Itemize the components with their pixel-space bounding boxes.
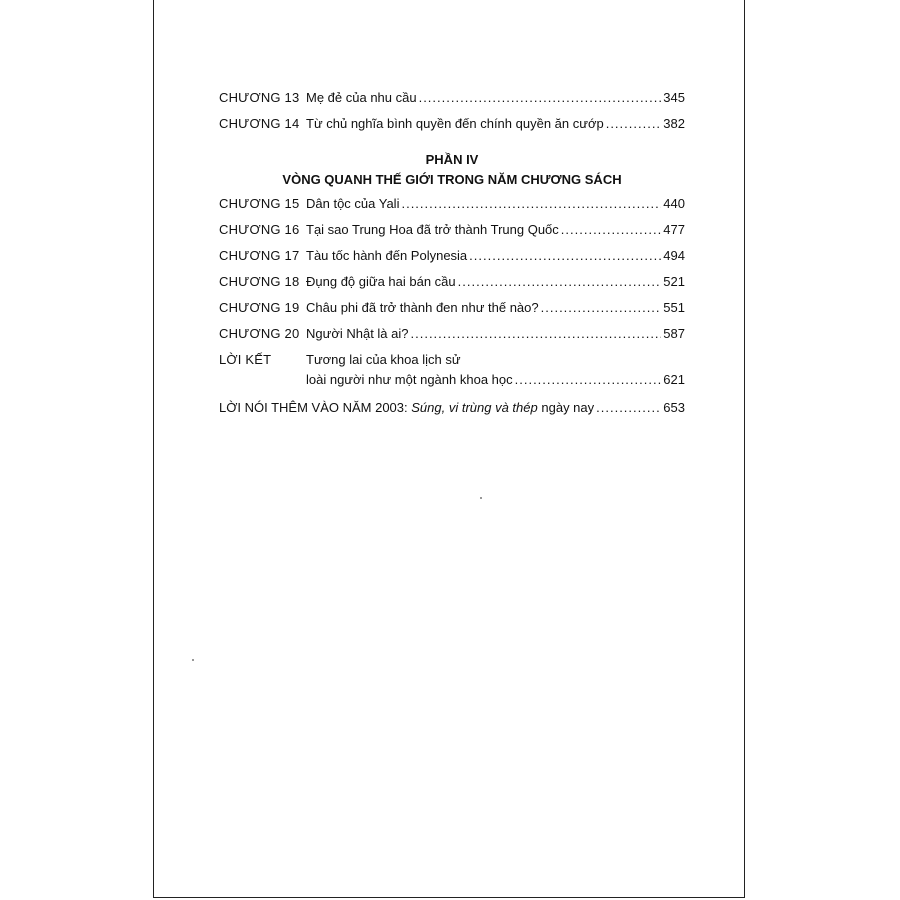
- entry-label: CHƯƠNG 19: [219, 300, 300, 315]
- entry-label: CHƯƠNG 17: [219, 248, 300, 263]
- toc-entry-ch19: [219, 300, 685, 326]
- toc-entry-ch16: [219, 222, 685, 248]
- leader-dots: [561, 222, 662, 237]
- entry-page: 477: [663, 222, 685, 237]
- toc-entry-afterword: [219, 400, 685, 426]
- leader-dots: [411, 326, 662, 341]
- toc-entry-ch14: [219, 116, 685, 142]
- entry-page: 440: [663, 196, 685, 211]
- part-heading-block: [219, 150, 685, 190]
- afterword-suffix: ngày nay: [541, 400, 595, 415]
- entry-title-line1: Tương lai của khoa lịch sử: [306, 352, 461, 367]
- afterword-book-title: Súng, vi trùng và thép: [411, 400, 538, 415]
- leader-dots: [515, 372, 662, 387]
- toc-entry-ch17: [219, 248, 685, 274]
- part-heading: PHẦN IV: [425, 152, 479, 167]
- page-speck: [480, 497, 482, 499]
- entry-title: Người Nhật là ai?: [306, 326, 409, 341]
- afterword-prefix: LỜI NÓI THÊM VÀO NĂM 2003:: [219, 400, 408, 415]
- leader-dots: [401, 196, 661, 211]
- toc-entry-ch18: [219, 274, 685, 300]
- leader-dots: [541, 300, 662, 315]
- entry-title: Đụng độ giữa hai bán cầu: [306, 274, 456, 289]
- entry-page: 345: [663, 90, 685, 105]
- entry-label: CHƯƠNG 14: [219, 116, 300, 131]
- entry-title: Từ chủ nghĩa bình quyền đến chính quyền ăn cướp: [306, 116, 604, 131]
- entry-title: Tại sao Trung Hoa đã trở thành Trung Quốc: [306, 222, 559, 237]
- entry-label: CHƯƠNG 20: [219, 326, 300, 341]
- toc-entry-epilogue: [219, 352, 685, 398]
- part-subtitle: VÒNG QUANH THẾ GIỚI TRONG NĂM CHƯƠNG SÁCH: [282, 172, 622, 187]
- toc-entry-ch15: [219, 196, 685, 222]
- page-speck: [192, 659, 194, 661]
- entry-label: LỜI KẾT: [219, 352, 272, 367]
- entry-title: Mẹ đẻ của nhu cầu: [306, 90, 417, 105]
- entry-title: Châu phi đã trở thành đen như thế nào?: [306, 300, 539, 315]
- entry-page: 587: [663, 326, 685, 341]
- entry-page: 382: [663, 116, 685, 131]
- entry-page: 521: [663, 274, 685, 289]
- entry-page: 653: [663, 400, 685, 415]
- toc-entry-ch20: [219, 326, 685, 352]
- entry-title-line2: loài người như một ngành khoa học: [306, 372, 513, 387]
- toc-entry-ch13: [219, 90, 685, 116]
- leader-dots: [419, 90, 662, 105]
- entry-title: Dân tộc của Yali: [306, 196, 400, 211]
- entry-label: CHƯƠNG 13: [219, 90, 300, 105]
- table-of-contents: [219, 90, 685, 426]
- entry-page: 551: [663, 300, 685, 315]
- leader-dots: [596, 400, 661, 415]
- entry-label: CHƯƠNG 15: [219, 196, 300, 211]
- leader-dots: [469, 248, 661, 263]
- entry-label: CHƯƠNG 16: [219, 222, 300, 237]
- entry-page: 621: [663, 372, 685, 387]
- entry-page: 494: [663, 248, 685, 263]
- leader-dots: [458, 274, 662, 289]
- entry-label: CHƯƠNG 18: [219, 274, 300, 289]
- leader-dots: [606, 116, 662, 131]
- entry-title: Tàu tốc hành đến Polynesia: [306, 248, 468, 263]
